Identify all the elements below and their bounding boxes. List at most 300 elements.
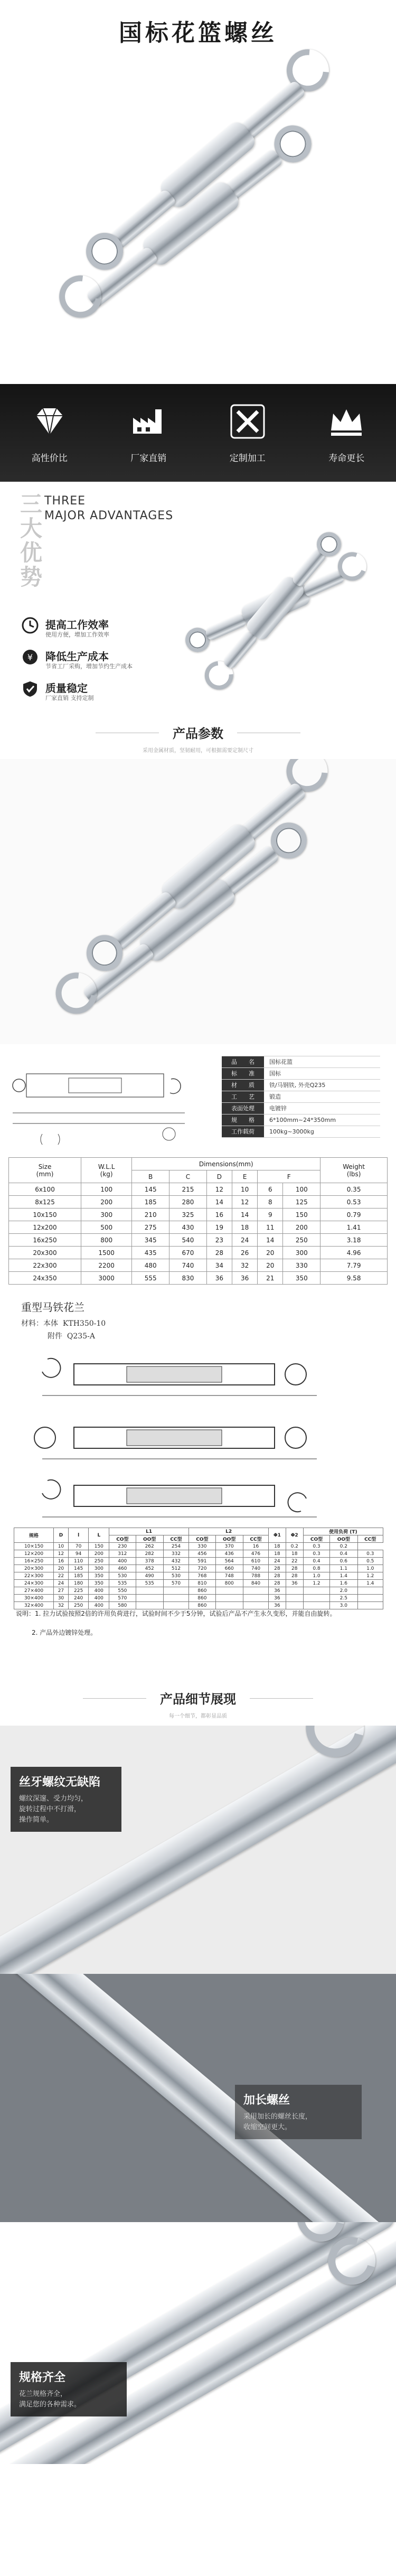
table-cell: 28	[269, 1572, 286, 1580]
detail-tag: 规格齐全 花兰规格齐全， 满足您的各种需求。	[11, 2362, 127, 2416]
table-cell: 11	[258, 1221, 283, 1234]
table-cell: 325	[169, 1209, 207, 1221]
table-cell: 1.6	[330, 1580, 357, 1587]
table-cell: 20	[258, 1247, 283, 1259]
shield-icon	[21, 680, 39, 698]
table-cell: 550	[109, 1587, 136, 1595]
table-cell: 0.4	[303, 1558, 329, 1565]
turnbuckle-diagram	[11, 1055, 201, 1145]
heavy-subheader: CC型	[163, 1535, 188, 1543]
table-cell: 2.0	[330, 1587, 357, 1595]
table-cell: 400	[89, 1587, 109, 1595]
table-cell	[303, 1595, 329, 1602]
table-cell: 570	[109, 1595, 136, 1602]
table-cell	[163, 1595, 188, 1602]
table-cell: 7.79	[320, 1259, 388, 1272]
detail-section-title	[0, 1689, 396, 1719]
table-cell: 27×400	[14, 1587, 54, 1595]
params-subtitle: 采用金属材质，坚韧耐用，可根据需要定制尺寸	[143, 748, 253, 754]
table-cell: 0.3	[303, 1543, 329, 1550]
params-photo	[0, 759, 396, 1044]
dimensions-table	[8, 1157, 388, 1285]
table-cell: 10	[232, 1183, 258, 1196]
factory-icon	[129, 402, 168, 441]
spec-row	[222, 1068, 380, 1080]
table-cell: 800	[215, 1580, 243, 1587]
spec-key: 工 艺	[222, 1091, 264, 1102]
table-cell: 23	[206, 1234, 232, 1247]
table-cell: 21	[258, 1272, 283, 1285]
table-cell: 250	[89, 1558, 109, 1565]
heavy-title: 重型马铁花兰	[21, 1301, 84, 1314]
table-cell: 400	[89, 1595, 109, 1602]
table-cell: 200	[283, 1221, 320, 1234]
table-cell: 530	[163, 1572, 188, 1580]
spec-key: 品 名	[222, 1056, 264, 1067]
note-text-2: 2. 产品外边镀锌处理。	[32, 1629, 97, 1636]
table-cell: 1.4	[330, 1572, 357, 1580]
table-cell: 34	[206, 1259, 232, 1272]
table-cell: 460	[109, 1565, 136, 1572]
table-cell: 150	[89, 1543, 109, 1550]
table-cell: 12	[232, 1196, 258, 1209]
table-cell: 1.41	[320, 1221, 388, 1234]
table-row	[9, 1183, 388, 1196]
table-cell: 2.5	[330, 1595, 357, 1602]
table-cell	[357, 1595, 383, 1602]
table-cell: 32	[54, 1602, 69, 1609]
table-cell: 1.2	[303, 1580, 329, 1587]
table-cell: 430	[169, 1221, 207, 1234]
table-cell: 312	[109, 1550, 136, 1558]
table-cell: 1.0	[357, 1565, 383, 1572]
spec-key: 规 格	[222, 1114, 264, 1126]
advantage-subtitle: 节省工厂采购，增加节约生产成本	[45, 663, 133, 670]
table-cell: 810	[189, 1580, 215, 1587]
advantages-photo	[158, 503, 396, 704]
table-cell: 20x300	[9, 1247, 81, 1259]
table-cell: 800	[81, 1234, 132, 1247]
table-cell: 0.3	[357, 1550, 383, 1558]
table-cell: 0.2	[330, 1543, 357, 1550]
table-cell: 350	[89, 1580, 109, 1587]
table-cell: 215	[169, 1183, 207, 1196]
heavy-table: 规格 D l L L1 L2 Φ1 Φ2 使用负荷 (T) CO型 OO型 CC型 CO型 OO型 CC型 CO型 OO型 CC型 10×150 10 70 150 230 262 254 330 370 16 18 0.2 0.3 0.2 12×200 12 94 200 312 282 332 456 436 476 18 18 0.3 0.4 0.3 16×250 16 110 250 400 378 432 591 564 610 24 22 0.4 0.6 0.5 20×300 20 145 300 460 452 512 720 660 740 28 28 0.8 1.1 1.0 22×300 22 185 350 530 490 530 768 748 788 28 28 1.0 1.4 1.2 24×300 24 180 350 535 535 570 810 800 840 28 36 1.2 1.6 1.4 27×400 27 225 400 550 860 36 2.0 30×400 30 240 400 570 860 36 2.5 32×400 32 250 400 580 860 36 3.0	[14, 1528, 383, 1609]
table-cell: 748	[215, 1572, 243, 1580]
table-row	[14, 1550, 383, 1558]
table-cell	[215, 1602, 243, 1609]
table-cell: 1.2	[357, 1572, 383, 1580]
table-cell: 476	[243, 1550, 268, 1558]
advantages-en-line1: THREE	[44, 494, 86, 508]
diamond-icon	[30, 402, 69, 441]
table-cell: 24	[269, 1558, 286, 1565]
table-row	[14, 1558, 383, 1565]
spec-value: 100kg~3000kg	[269, 1128, 314, 1135]
table-cell: 12	[206, 1183, 232, 1196]
feature-item	[10, 402, 89, 464]
table-cell: 18	[269, 1550, 286, 1558]
crown-icon	[327, 402, 366, 441]
table-cell: 180	[68, 1580, 89, 1587]
table-cell: 830	[169, 1272, 207, 1285]
table-cell: 0.6	[330, 1558, 357, 1565]
advantage-title: 质量稳定	[45, 682, 88, 695]
table-cell: 610	[243, 1558, 268, 1565]
feature-item	[307, 402, 386, 464]
spec-value: 6*100mm~24*350mm	[269, 1117, 336, 1123]
table-cell: 860	[189, 1595, 215, 1602]
table-cell: 840	[243, 1580, 268, 1587]
table-cell: 3.0	[330, 1602, 357, 1609]
table-cell: 6	[258, 1183, 283, 1196]
table-row	[9, 1272, 388, 1285]
heavy-subheader: CO型	[109, 1535, 136, 1543]
table-cell: 10	[54, 1543, 69, 1550]
col-dimensions: Dimensions(mm)	[132, 1158, 320, 1170]
table-cell: 8x125	[9, 1196, 81, 1209]
table-cell: 28	[269, 1565, 286, 1572]
table-cell: 480	[132, 1259, 169, 1272]
co-type-diagram	[21, 1345, 338, 1403]
col-wll: W.L.L (kg)	[81, 1158, 132, 1183]
table-cell: 530	[109, 1572, 136, 1580]
spec-row	[222, 1114, 380, 1126]
table-cell: 345	[132, 1234, 169, 1247]
table-cell	[163, 1602, 188, 1609]
advantage-title: 降低生产成本	[45, 650, 109, 663]
table-cell: 36	[232, 1272, 258, 1285]
table-cell: 3.18	[320, 1234, 388, 1247]
table-cell: 262	[136, 1543, 163, 1550]
table-cell: 14	[258, 1234, 283, 1247]
table-cell: 10x150	[9, 1209, 81, 1221]
tools-icon	[228, 402, 267, 441]
table-cell: 240	[68, 1595, 89, 1602]
table-row	[9, 1209, 388, 1221]
heavy-subheader: CO型	[303, 1535, 329, 1543]
clock-icon	[21, 616, 39, 634]
table-cell: 3000	[81, 1272, 132, 1285]
table-cell: 20×300	[14, 1565, 54, 1572]
spec-row	[222, 1056, 380, 1068]
feature-label: 定制加工	[229, 453, 266, 464]
table-cell: 0.8	[303, 1565, 329, 1572]
spec-row	[222, 1080, 380, 1091]
table-cell: 300	[89, 1565, 109, 1572]
table-cell: 0.2	[286, 1543, 303, 1550]
feature-item	[109, 402, 188, 464]
table-cell: 200	[81, 1196, 132, 1209]
spec-row	[222, 1126, 380, 1138]
table-cell: 535	[109, 1580, 136, 1587]
dims-col-d: D	[206, 1170, 232, 1183]
table-cell: 14	[232, 1209, 258, 1221]
table-cell: 16x250	[9, 1234, 81, 1247]
table-cell	[215, 1587, 243, 1595]
table-cell: 1.1	[330, 1565, 357, 1572]
spec-value: 电镀锌	[269, 1105, 287, 1112]
table-cell: 18	[286, 1550, 303, 1558]
table-cell: 436	[215, 1550, 243, 1558]
table-row	[9, 1234, 388, 1247]
table-cell: 591	[189, 1558, 215, 1565]
dims-col-b: B	[132, 1170, 169, 1183]
table-cell: 26	[232, 1247, 258, 1259]
table-cell: 20	[258, 1259, 283, 1272]
table-cell: 28	[206, 1247, 232, 1259]
table-cell: 200	[89, 1550, 109, 1558]
table-cell	[136, 1587, 163, 1595]
table-cell: 0.35	[320, 1183, 388, 1196]
table-cell: 456	[189, 1550, 215, 1558]
table-cell: 555	[132, 1272, 169, 1285]
table-cell: 740	[169, 1259, 207, 1272]
spec-value: 国标	[269, 1070, 281, 1077]
spec-list	[222, 1056, 380, 1138]
dims-col-e: E	[232, 1170, 258, 1183]
table-cell: 1.4	[357, 1580, 383, 1587]
table-cell: 250	[283, 1234, 320, 1247]
col-size: Size (mm)	[9, 1158, 81, 1183]
table-cell	[243, 1595, 268, 1602]
table-cell: 18	[269, 1543, 286, 1550]
detail-tag: 加长螺丝 采用加长的螺丝长度， 收缩空间更大。	[235, 2085, 362, 2139]
table-cell: 18	[232, 1221, 258, 1234]
table-cell: 22x300	[9, 1259, 81, 1272]
table-cell: 512	[163, 1565, 188, 1572]
table-row	[9, 1259, 388, 1272]
table-cell: 185	[68, 1572, 89, 1580]
table-cell: 660	[215, 1565, 243, 1572]
advantages-section	[0, 482, 396, 711]
table-cell: 570	[163, 1580, 188, 1587]
table-row	[14, 1580, 383, 1587]
advantages-side-text: 三大优势	[20, 491, 43, 590]
table-cell	[357, 1587, 383, 1595]
table-cell	[136, 1595, 163, 1602]
table-cell: 720	[189, 1565, 215, 1572]
table-cell: 22	[286, 1558, 303, 1565]
table-cell: 150	[283, 1209, 320, 1221]
table-cell: 32×400	[14, 1602, 54, 1609]
detail-header	[0, 1678, 396, 1726]
table-cell: 36	[286, 1580, 303, 1587]
table-cell: 22	[54, 1572, 69, 1580]
table-cell: 30	[54, 1595, 69, 1602]
table-cell	[303, 1602, 329, 1609]
advantages-en-line2: MAJOR ADVANTAGES	[44, 509, 174, 522]
heavy-subheader: OO型	[330, 1535, 357, 1543]
detail-card-3	[0, 2222, 396, 2464]
table-cell: 280	[169, 1196, 207, 1209]
spec-key: 标 准	[222, 1068, 264, 1079]
table-cell	[215, 1595, 243, 1602]
table-cell: 185	[132, 1196, 169, 1209]
table-cell: 12x200	[9, 1221, 81, 1234]
table-cell: 432	[163, 1558, 188, 1565]
table-row	[14, 1565, 383, 1572]
table-row	[14, 1572, 383, 1580]
params-section-title	[0, 723, 396, 754]
feature-item	[208, 402, 287, 464]
table-cell: 36	[269, 1602, 286, 1609]
note-text: 说明：1. 拉力试验按照2倍的许用负荷进行，试验时间不少于5分钟，试验后产品不产生永久变形，并能自由旋转。	[16, 1610, 336, 1617]
table-cell: 28	[269, 1580, 286, 1587]
detail-subtitle: 每一个细节，都彰显品质	[169, 1713, 227, 1719]
table-cell: 8	[258, 1196, 283, 1209]
table-cell: 100	[283, 1183, 320, 1196]
table-cell: 860	[189, 1602, 215, 1609]
table-cell	[243, 1602, 268, 1609]
advantage-title: 提高工作效率	[45, 619, 109, 631]
feature-strip	[0, 384, 396, 482]
table-row	[14, 1595, 383, 1602]
table-cell	[286, 1595, 303, 1602]
heavy-section	[0, 1292, 396, 1609]
table-cell: 282	[136, 1550, 163, 1558]
table-cell: 1.0	[303, 1572, 329, 1580]
table-cell	[286, 1587, 303, 1595]
table-cell: 12	[54, 1550, 69, 1558]
heavy-subheader: OO型	[136, 1535, 163, 1543]
col-weight: Weight (lbs)	[320, 1158, 388, 1183]
spec-value: 铁/马钢铁, 外壳Q235	[269, 1082, 326, 1089]
table-cell: 225	[68, 1587, 89, 1595]
table-cell: 580	[109, 1602, 136, 1609]
table-cell: 860	[189, 1587, 215, 1595]
table-cell: 28	[286, 1565, 303, 1572]
table-cell: 400	[109, 1558, 136, 1565]
table-cell: 36	[269, 1587, 286, 1595]
table-cell: 28	[286, 1572, 303, 1580]
table-row	[9, 1196, 388, 1209]
table-cell	[163, 1587, 188, 1595]
table-cell: 0.79	[320, 1209, 388, 1221]
spec-key: 材 质	[222, 1080, 264, 1091]
heavy-subheader: CC型	[357, 1535, 383, 1543]
table-cell: 24×300	[14, 1580, 54, 1587]
table-cell: 400	[89, 1602, 109, 1609]
table-cell	[286, 1602, 303, 1609]
table-cell: 330	[189, 1543, 215, 1550]
table-cell: 210	[132, 1209, 169, 1221]
table-cell: 254	[163, 1543, 188, 1550]
table-cell: 24	[232, 1234, 258, 1247]
table-cell: 0.3	[303, 1550, 329, 1558]
detail-title: 产品细节展现	[146, 1689, 250, 1707]
table-cell: 36	[269, 1595, 286, 1602]
spec-value: 锻造	[269, 1093, 281, 1100]
table-row	[14, 1602, 383, 1609]
hero-section	[0, 0, 396, 384]
heavy-subheader: CC型	[243, 1535, 268, 1543]
heavy-subheader: OO型	[215, 1535, 243, 1543]
table-cell: 275	[132, 1221, 169, 1234]
table-cell: 250	[68, 1602, 89, 1609]
spec-value: 国标花篮	[269, 1058, 293, 1065]
turnbuckle-photo-2	[0, 0, 396, 384]
table-cell	[136, 1602, 163, 1609]
coin-icon	[21, 648, 39, 666]
table-cell: 125	[283, 1196, 320, 1209]
feature-label: 寿命更长	[328, 453, 365, 464]
table-row	[14, 1543, 383, 1550]
table-row	[9, 1221, 388, 1234]
heavy-subheader: CO型	[189, 1535, 215, 1543]
notes-section	[0, 1609, 396, 1678]
oo-type-diagram	[21, 1409, 338, 1467]
detail-card-1	[0, 1726, 396, 1974]
table-cell: 332	[163, 1550, 188, 1558]
table-cell	[243, 1587, 268, 1595]
spec-block	[0, 1044, 396, 1155]
table-cell: 378	[136, 1558, 163, 1565]
table-cell: 740	[243, 1565, 268, 1572]
table-cell: 768	[189, 1572, 215, 1580]
table-cell: 24	[54, 1580, 69, 1587]
table-cell: 16	[206, 1209, 232, 1221]
svg-text:¥: ¥	[27, 652, 33, 662]
table-cell: 16	[243, 1543, 268, 1550]
table-cell: 16×250	[14, 1558, 54, 1565]
table-cell	[303, 1587, 329, 1595]
spec-row	[222, 1103, 380, 1114]
cc-type-diagram	[21, 1467, 338, 1525]
table-cell: 12×200	[14, 1550, 54, 1558]
table-cell: 0.5	[357, 1558, 383, 1565]
table-cell: 564	[215, 1558, 243, 1565]
detail-card-2	[0, 1974, 396, 2222]
table-cell: 435	[132, 1247, 169, 1259]
spec-key: 表面处理	[222, 1103, 264, 1114]
table-row	[9, 1247, 388, 1259]
table-cell: 10×150	[14, 1543, 54, 1550]
advantage-subtitle: 厂家直销 支持定制	[45, 695, 94, 701]
table-cell: 100	[81, 1183, 132, 1196]
table-cell: 490	[136, 1572, 163, 1580]
table-cell: 350	[89, 1572, 109, 1580]
table-cell: 9	[258, 1209, 283, 1221]
params-header	[0, 711, 396, 759]
table-cell: 230	[109, 1543, 136, 1550]
dimensions-section	[0, 1155, 396, 1292]
table-cell: 452	[136, 1565, 163, 1572]
table-cell: 110	[68, 1558, 89, 1565]
table-cell: 540	[169, 1234, 207, 1247]
table-cell: 330	[283, 1259, 320, 1272]
dims-col-c: C	[169, 1170, 207, 1183]
table-cell: 788	[243, 1572, 268, 1580]
table-cell: 30×400	[14, 1595, 54, 1602]
feature-label: 厂家直销	[130, 453, 167, 464]
spec-row	[222, 1091, 380, 1103]
dims-col-f: F	[258, 1170, 320, 1183]
spec-key: 工作载荷	[222, 1126, 264, 1137]
table-cell	[357, 1602, 383, 1609]
table-cell: 36	[206, 1272, 232, 1285]
table-cell: 16	[54, 1558, 69, 1565]
table-cell: 350	[283, 1272, 320, 1285]
table-cell: 500	[81, 1221, 132, 1234]
table-cell: 22×300	[14, 1572, 54, 1580]
feature-label: 高性价比	[31, 453, 68, 464]
table-cell: 4.96	[320, 1247, 388, 1259]
table-cell: 300	[283, 1247, 320, 1259]
table-cell: 145	[68, 1565, 89, 1572]
table-cell: 27	[54, 1587, 69, 1595]
table-cell: 0.53	[320, 1196, 388, 1209]
